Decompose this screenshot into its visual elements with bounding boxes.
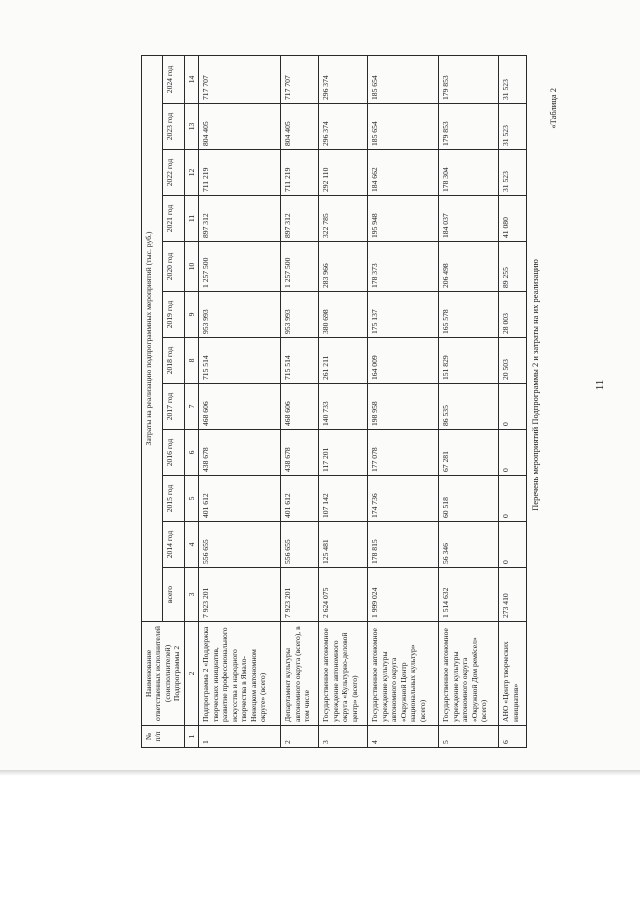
cost-cell: 178 815: [368, 522, 439, 568]
cost-cell: 195 948: [368, 196, 439, 242]
row-name: Подпрограмма 2 «Поддержка творческих инициатив, развитие профессионального искусства и народного творчества в Ямало-Ненецком автономном округе» (всего): [199, 622, 281, 726]
cost-cell: 31 523: [499, 104, 526, 150]
cost-cell: 185 654: [368, 55, 439, 103]
cost-cell: 897 312: [199, 196, 281, 242]
header-year: 2022 год: [163, 150, 184, 196]
header-year: 2017 год: [163, 384, 184, 430]
table-label: «Таблица 2: [548, 88, 558, 129]
cost-cell: 125 481: [319, 522, 368, 568]
column-number: 13: [184, 104, 198, 150]
header-year: 2018 год: [163, 338, 184, 384]
row-number: 1: [199, 726, 281, 748]
cost-cell: 117 201: [319, 430, 368, 476]
cost-cell: 185 654: [368, 104, 439, 150]
column-number: 5: [184, 476, 198, 522]
cost-cell: 804 405: [281, 104, 319, 150]
cost-cell: 67 281: [439, 430, 499, 476]
cost-cell: 401 612: [199, 476, 281, 522]
cost-cell: 184 037: [439, 196, 499, 242]
cost-cell: 41 080: [499, 196, 526, 242]
cost-cell: 1 999 024: [368, 568, 439, 622]
cost-cell: 178 373: [368, 242, 439, 292]
column-number: 14: [184, 55, 198, 103]
column-number: 11: [184, 196, 198, 242]
cost-cell: 468 606: [281, 384, 319, 430]
header-year: 2020 год: [163, 242, 184, 292]
column-number: 3: [184, 568, 198, 622]
cost-cell: 1 514 632: [439, 568, 499, 622]
cost-cell: 177 078: [368, 430, 439, 476]
header-year: 2024 год: [163, 55, 184, 103]
cost-cell: 717 707: [199, 55, 281, 103]
cost-cell: 56 346: [439, 522, 499, 568]
cost-cell: 401 612: [281, 476, 319, 522]
row-name: АНО «Центр творческих инициатив»: [499, 622, 526, 726]
cost-cell: 1 257 500: [199, 242, 281, 292]
header-row-top: [142, 55, 163, 747]
cost-cell: 953 993: [281, 292, 319, 338]
row-name: Государственное автономное учреждение культуры автономного округа «Окружной Центр национальных культур» (всего): [368, 622, 439, 726]
cost-cell: 292 110: [319, 150, 368, 196]
row-name: Государственное автономное учреждение автономного округа «Культурно-деловой центр» (всего): [319, 622, 368, 726]
cost-cell: 107 142: [319, 476, 368, 522]
cost-cell: 556 655: [281, 522, 319, 568]
row-name: Государственное автономное учреждение культуры автономного округа «Окружной Дом ремёсел» (всего): [439, 622, 499, 726]
column-number: 8: [184, 338, 198, 384]
cost-cell: 283 966: [319, 242, 368, 292]
cost-cell: 296 374: [319, 104, 368, 150]
cost-cell: 7 923 201: [281, 568, 319, 622]
header-year: 2016 год: [163, 430, 184, 476]
row-number: 5: [439, 726, 499, 748]
page-shadow: [0, 770, 640, 776]
table-row: [439, 55, 499, 747]
cost-cell: 60 518: [439, 476, 499, 522]
cost-cell: 31 523: [499, 150, 526, 196]
page-number: 11: [594, 379, 606, 391]
header-year: 2015 год: [163, 476, 184, 522]
cost-cell: 179 853: [439, 55, 499, 103]
table-row: [319, 55, 368, 747]
row-name: Департамент культуры автономного округа (всего), в том числе: [281, 622, 319, 726]
header-year: 2019 год: [163, 292, 184, 338]
header-name: Наименование ответственных исполнителей (соисполнителей) Подпрограммы 2: [142, 622, 185, 726]
cost-cell: 897 312: [281, 196, 319, 242]
column-number: 4: [184, 522, 198, 568]
cost-cell: 174 736: [368, 476, 439, 522]
column-number: 1: [184, 726, 198, 748]
cost-cell: 206 498: [439, 242, 499, 292]
row-number: 4: [368, 726, 439, 748]
row-number: 3: [319, 726, 368, 748]
table-row: [199, 55, 281, 747]
cost-cell: 322 785: [319, 196, 368, 242]
table-row: [499, 55, 526, 747]
cost-cell: 715 514: [281, 338, 319, 384]
cost-cell: 175 137: [368, 292, 439, 338]
cost-cell: 151 829: [439, 338, 499, 384]
column-number: 10: [184, 242, 198, 292]
cost-cell: 86 535: [439, 384, 499, 430]
header-costs-group: Затраты на реализацию подпрограммных мероприятий (тыс. руб.): [142, 55, 163, 621]
cost-cell: 89 255: [499, 242, 526, 292]
cost-cell: 20 503: [499, 338, 526, 384]
cost-cell: 438 678: [281, 430, 319, 476]
cost-cell: 711 219: [199, 150, 281, 196]
cost-cell: 31 523: [499, 55, 526, 103]
cost-cell: 380 698: [319, 292, 368, 338]
cost-cell: 715 514: [199, 338, 281, 384]
column-number: 7: [184, 384, 198, 430]
cost-cell: 556 655: [199, 522, 281, 568]
header-year: 2023 год: [163, 104, 184, 150]
header-num: № п/п: [142, 726, 185, 748]
cost-cell: 273 410: [499, 568, 526, 622]
header-year: 2021 год: [163, 196, 184, 242]
cost-cell: 0: [499, 384, 526, 430]
cost-cell: 711 219: [281, 150, 319, 196]
cost-cell: 468 606: [199, 384, 281, 430]
row-number: 6: [499, 726, 526, 748]
cost-cell: 28 003: [499, 292, 526, 338]
cost-cell: 261 211: [319, 338, 368, 384]
cost-cell: 165 578: [439, 292, 499, 338]
header-year: 2014 год: [163, 522, 184, 568]
row-number: 2: [281, 726, 319, 748]
cost-cell: 0: [499, 476, 526, 522]
cost-cell: 164 009: [368, 338, 439, 384]
cost-cell: 438 678: [199, 430, 281, 476]
column-number-row: [184, 55, 198, 747]
costs-table: [141, 55, 527, 748]
table-row: [281, 55, 319, 747]
cost-cell: 179 853: [439, 104, 499, 150]
cost-cell: 1 257 500: [281, 242, 319, 292]
cost-cell: 184 662: [368, 150, 439, 196]
cost-cell: 953 993: [199, 292, 281, 338]
header-year: всего: [163, 568, 184, 622]
cost-cell: 0: [499, 522, 526, 568]
cost-cell: 0: [499, 430, 526, 476]
cost-cell: 804 405: [199, 104, 281, 150]
column-number: 9: [184, 292, 198, 338]
cost-cell: 717 707: [281, 55, 319, 103]
cost-cell: 178 304: [439, 150, 499, 196]
column-number: 12: [184, 150, 198, 196]
column-number: 2: [184, 622, 198, 726]
table-row: [368, 55, 439, 747]
cost-cell: 140 733: [319, 384, 368, 430]
cost-cell: 7 923 201: [199, 568, 281, 622]
document-title: Перечень мероприятий Подпрограммы 2 и затраты на их реализацию: [530, 259, 540, 511]
cost-cell: 2 624 075: [319, 568, 368, 622]
column-number: 6: [184, 430, 198, 476]
cost-cell: 296 374: [319, 55, 368, 103]
cost-cell: 198 958: [368, 384, 439, 430]
